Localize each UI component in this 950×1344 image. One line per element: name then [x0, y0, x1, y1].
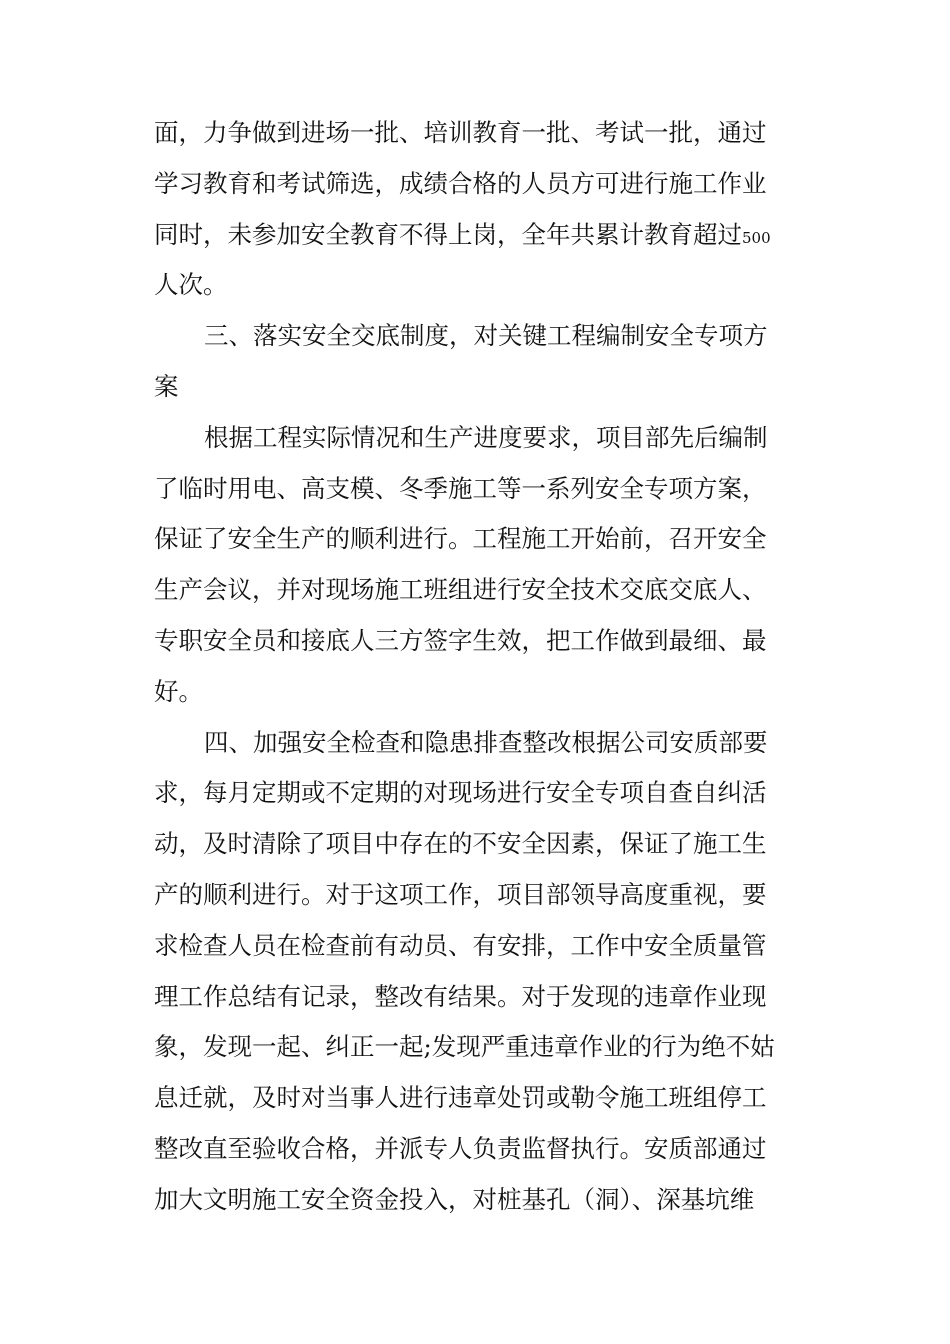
text-line: 面，力争做到进场一批、培训教育一批、考试一批，通过 [154, 118, 767, 147]
text-line: 了临时用电、高支模、冬季施工等一系列安全专项方案， [154, 473, 767, 503]
text-line: 求，每月定期或不定期的对现场进行安全专项自查自纠活 [154, 778, 767, 808]
text-line: 专职安全员和接底人三方签字生效，把工作做到最细、最 [154, 625, 767, 655]
text-line: 生产会议，并对现场施工班组进行安全技术交底交底人、 [154, 575, 767, 605]
text-line: 产的顺利进行。对于这项工作，项目部领导高度重视，要 [154, 879, 767, 909]
text-line: 好。 [154, 676, 203, 706]
text-line: 象，发现一起、纠正一起;发现严重违章作业的行为绝不姑 [154, 1032, 775, 1062]
count-number: 500 [742, 228, 771, 247]
text-line: 人次。 [154, 270, 228, 300]
text-line [154, 210, 814, 261]
text-line: 学习教育和考试筛选，成绩合格的人员方可进行施工作业 [154, 168, 767, 198]
text-line: 加大文明施工安全资金投入，对桩基孔（洞）、深基坑维 [154, 1184, 755, 1214]
paragraph-start: 根据工程实际情况和生产进度要求，项目部先后编制 [204, 422, 768, 452]
section-heading-3-cont: 案 [154, 371, 179, 401]
section-heading-4: 四、加强安全检查和隐患排查整改根据公司安质部要 [204, 727, 768, 757]
text-line: 动，及时清除了项目中存在的不安全因素，保证了施工生 [154, 829, 767, 859]
text-line: 理工作总结有记录，整改有结果。对于发现的违章作业现 [154, 981, 767, 1011]
section-heading-3: 三、落实安全交底制度，对关键工程编制安全专项方 [204, 321, 768, 351]
text-segment: 同时，未参加安全教育不得上岗，全年共累计教育超过 [154, 219, 742, 249]
text-line: 求检查人员在检查前有动员、有安排，工作中安全质量管 [154, 930, 767, 960]
document-body [154, 108, 814, 1226]
text-line: 整改直至验收合格，并派专人负责监督执行。安质部通过 [154, 1133, 767, 1163]
text-line: 保证了安全生产的顺利进行。工程施工开始前，召开安全 [154, 524, 767, 554]
text-line: 息迁就，及时对当事人进行违章处罚或勒令施工班组停工 [154, 1083, 767, 1113]
